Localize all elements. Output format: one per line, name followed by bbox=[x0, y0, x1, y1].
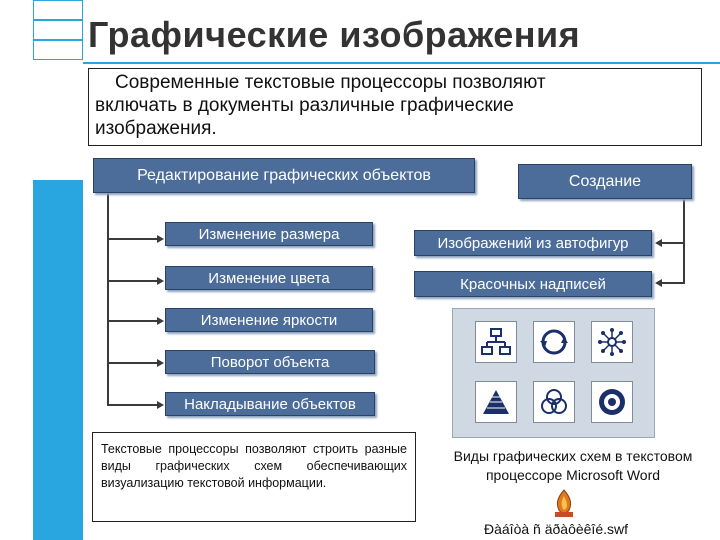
flash-file-icon[interactable] bbox=[553, 488, 575, 518]
sidebar-square bbox=[33, 40, 83, 60]
arrow-head bbox=[157, 401, 164, 409]
edit-header-box: Редактирование графических объектов bbox=[93, 158, 475, 193]
intro-text-box bbox=[88, 68, 702, 146]
sidebar-square bbox=[33, 0, 83, 20]
create-header-box: Создание bbox=[518, 164, 692, 199]
radial-icon bbox=[591, 321, 633, 363]
intro-line: Современные текстовые процессоры позволяют bbox=[115, 72, 546, 93]
arrow-head bbox=[655, 279, 662, 287]
hierarchy-icon bbox=[475, 321, 517, 363]
caption-line: процессоре Microsoft Word bbox=[485, 467, 661, 483]
title-underline bbox=[83, 62, 720, 64]
create-item-autoshapes: Изображений из автофигур bbox=[414, 230, 652, 256]
target-icon bbox=[591, 381, 633, 423]
branch-line bbox=[107, 362, 159, 364]
sidebar-square bbox=[33, 20, 83, 40]
arrow-head bbox=[157, 359, 164, 367]
edit-item-resize: Изменение размера bbox=[165, 222, 373, 246]
branch-line bbox=[107, 238, 159, 240]
flash-file-link[interactable]: Ðàáîòà ñ äðàôèêîé.swf bbox=[484, 521, 628, 537]
branch-line bbox=[107, 404, 159, 406]
right-branch-line bbox=[660, 242, 685, 244]
edit-item-brightness: Изменение яркости bbox=[165, 308, 373, 332]
page-title: Графические изображения bbox=[88, 14, 581, 55]
sidebar-square bbox=[33, 60, 83, 180]
caption-line: Виды графических схем в текстовом bbox=[453, 448, 693, 464]
create-item-wordart: Красочных надписей bbox=[414, 271, 652, 297]
arrow-head bbox=[655, 239, 662, 247]
cycle-icon bbox=[533, 321, 575, 363]
schemes-panel bbox=[452, 308, 655, 438]
intro-line: включать в документы различные графические bbox=[95, 95, 514, 116]
note-text-box: Текстовые процессоры позволяют строить разные виды графических схем обеспечивающих визуализацию текстовой информации. bbox=[92, 432, 416, 522]
intro-line: изображения. bbox=[95, 118, 217, 139]
schemes-caption bbox=[432, 447, 714, 485]
edit-item-color: Изменение цвета bbox=[165, 266, 373, 290]
edit-item-overlay: Накладывание объектов bbox=[165, 392, 375, 416]
right-branch-line bbox=[660, 282, 685, 284]
pyramid-icon bbox=[475, 381, 517, 423]
tree-trunk-line bbox=[107, 193, 109, 406]
arrow-head bbox=[157, 235, 164, 243]
branch-line bbox=[107, 320, 159, 322]
arrow-head bbox=[157, 277, 164, 285]
right-trunk-line bbox=[683, 198, 685, 284]
arrow-head bbox=[157, 317, 164, 325]
branch-line bbox=[107, 280, 159, 282]
venn-icon bbox=[533, 381, 575, 423]
edit-item-rotate: Поворот объекта bbox=[165, 350, 375, 374]
